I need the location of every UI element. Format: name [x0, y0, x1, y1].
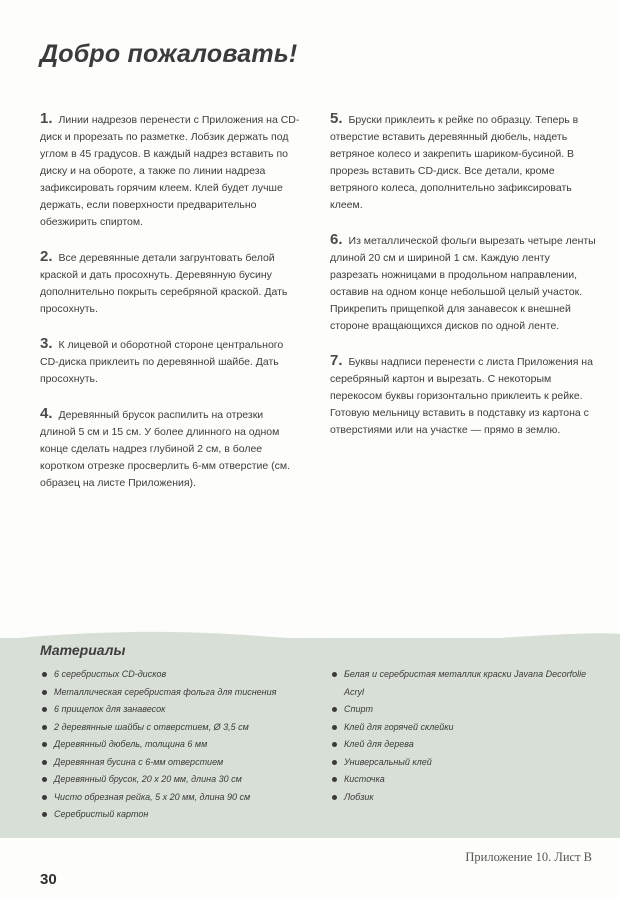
material-text: Деревянный дюбель, толщина 6 мм	[54, 739, 208, 749]
step-text: Линии надрезов перенести с Приложения на CD-диск и прорезать по разметке. Лобзик держать под углом в 45 градусов. В каждый надрез вставить по диску и на обороте, а также по линии надреза зафиксировать горячим клеем. Клей будет лучше держать, если поверхности предварительно обезжирить спиртом.	[40, 114, 300, 228]
material-item	[330, 754, 600, 772]
material-text: Лобзик	[344, 791, 374, 802]
materials-list-left	[40, 666, 315, 824]
material-text: 6 серебристых CD-дисков	[54, 669, 167, 679]
material-text: Клей для горячей склейки	[344, 721, 454, 732]
step-3	[40, 335, 300, 388]
bullet-icon	[42, 672, 47, 677]
step-number: 2.	[40, 248, 53, 265]
instructions-column-left	[40, 110, 300, 509]
material-item	[330, 719, 600, 737]
material-item	[40, 684, 315, 702]
bullet-icon	[42, 812, 47, 817]
material-text: Серебристый картон	[54, 809, 149, 819]
material-item	[40, 701, 315, 719]
step-7	[330, 352, 598, 439]
bullet-icon	[42, 742, 47, 747]
material-text: Чисто обрезная рейка, 5 x 20 мм, длина 90 см	[54, 791, 251, 802]
bullet-icon	[42, 760, 47, 765]
step-4	[40, 405, 300, 492]
step-text: Буквы надписи перенести с листа Приложения на серебряный картон и вырезать. С некоторым перекосом буквы горизонтально приклеить к рейке. Готовую мельницу вставить в подставку из картона с отверстиями или на участке — прямо в землю.	[330, 356, 593, 436]
page-number: 30	[40, 871, 57, 888]
material-item	[330, 789, 600, 807]
bullet-icon	[332, 760, 337, 765]
materials-title: Материалы	[40, 642, 126, 658]
step-6	[330, 231, 598, 335]
material-item	[40, 666, 315, 684]
material-text: Деревянная бусина с 6-мм отверстием	[54, 756, 224, 767]
material-item	[40, 754, 315, 772]
bullet-icon	[42, 795, 47, 800]
step-text: Деревянный брусок распилить на отрезки длиной 5 см и 15 см. У более длинного на одном конце сделать надрез глубиной 2 см, в более коротком отрезке просверлить 6-мм отверстие (см. образец на листе Приложения).	[40, 409, 291, 489]
material-text: Спирт	[344, 704, 373, 714]
step-number: 3.	[40, 335, 53, 352]
material-item	[40, 719, 315, 737]
bullet-icon	[42, 725, 47, 730]
materials-panel	[0, 638, 620, 838]
material-text: Универсальный клей	[344, 756, 432, 767]
material-item	[40, 789, 315, 807]
step-1	[40, 110, 300, 231]
appendix-reference: Приложение 10. Лист В	[465, 850, 592, 864]
materials-list-right	[330, 666, 600, 806]
material-item	[40, 736, 315, 754]
bullet-icon	[42, 777, 47, 782]
bullet-icon	[332, 725, 337, 730]
step-2	[40, 248, 300, 318]
material-text: Белая и серебристая металлик краски Javana Decorfolie Acryl	[344, 669, 587, 697]
step-text: К лицевой и оборотной стороне центрального CD-диска приклеить по деревянной шайбе. Дать просохнуть.	[40, 339, 284, 385]
step-number: 4.	[40, 405, 53, 422]
step-5	[330, 110, 598, 214]
bullet-icon	[332, 707, 337, 712]
page-title: Добро пожаловать!	[40, 40, 298, 68]
material-text: Кисточка	[344, 774, 385, 784]
bullet-icon	[332, 672, 337, 677]
material-item	[40, 771, 315, 789]
bullet-icon	[42, 707, 47, 712]
material-item	[330, 701, 600, 719]
step-text: Из металлической фольги вырезать четыре ленты длиной 20 см и шириной 1 см. Каждую ленту разрезать ножницами в продольном направлении, оставив на одном конце небольшой целый участок. Прикрепить прищепкой для занавесок к внешней стороне вращающихся дисков по одной ленте.	[330, 235, 596, 332]
step-number: 6.	[330, 231, 343, 248]
material-text: Деревянный брусок, 20 x 20 мм, длина 30 см	[54, 774, 242, 784]
material-item	[330, 666, 600, 701]
bullet-icon	[332, 742, 337, 747]
material-text: Клей для дерева	[344, 739, 414, 749]
step-number: 7.	[330, 352, 343, 369]
material-text: Металлическая серебристая фольга для тиснения	[54, 686, 277, 697]
step-text: Все деревянные детали загрунтовать белой краской и дать просохнуть. Деревянную бусину дополнительно покрыть серебряной краской. Дать просохнуть.	[40, 252, 288, 315]
material-text: 2 деревянные шайбы с отверстием, Ø 3,5 см	[54, 721, 249, 732]
step-text: Бруски приклеить к рейке по образцу. Теперь в отверстие вставить деревянный дюбель, надеть ветряное колесо и закрепить шариком-бусиной. В прорезь вставить CD-диск. Все детали, кроме ветряного колеса, дополнительно зафиксировать клеем.	[330, 114, 579, 211]
material-item	[330, 771, 600, 789]
step-number: 5.	[330, 110, 343, 127]
instructions-column-right	[330, 110, 598, 456]
material-item	[330, 736, 600, 754]
bullet-icon	[332, 777, 337, 782]
bullet-icon	[332, 795, 337, 800]
step-number: 1.	[40, 110, 53, 127]
material-item	[40, 806, 315, 824]
material-text: 6 прищепок для занавесок	[54, 704, 166, 714]
bullet-icon	[42, 690, 47, 695]
